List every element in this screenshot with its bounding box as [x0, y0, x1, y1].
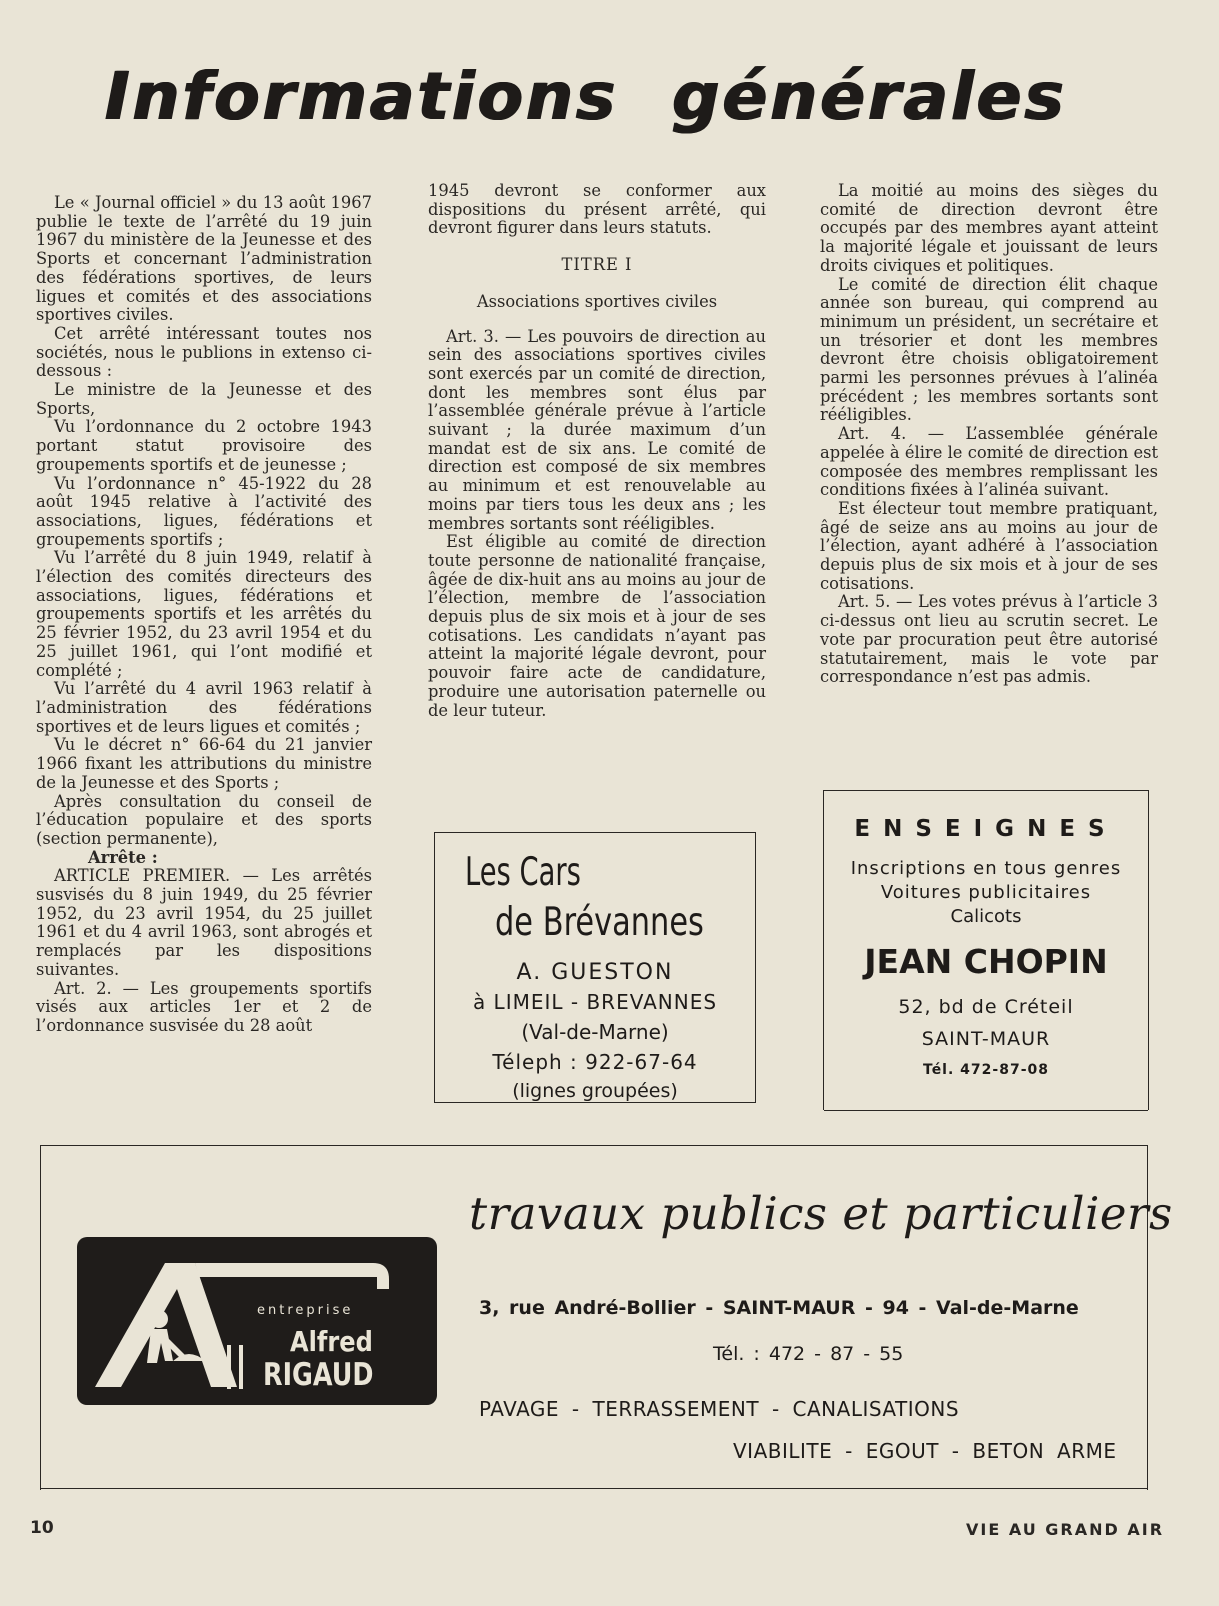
ad-phone: Tél. 472-87-08 — [923, 1062, 1049, 1078]
rigaud-logo — [77, 1237, 437, 1405]
paragraph: Le comité de direction élit chaque année son bureau, qui comprend au minimum un président, un secrétaire et un trésorier et dont les membres devront être choisis obligatoirement parmi les personnes prévues à l’alinéa précédent ; les membres sortants sont rééligibles. — [820, 274, 1158, 425]
ad-phone: Téleph : 922-67-64 — [492, 1050, 698, 1074]
paragraph: Après consultation du conseil de l’éducation populaire et des sports (section permanente), — [36, 791, 372, 848]
page-number: 10 — [30, 1518, 54, 1538]
ad-department: (Val-de-Marne) — [521, 1020, 669, 1044]
advertisement-enseignes — [823, 790, 1149, 1110]
ad-town: à LIMEIL - BREVANNES — [472, 990, 718, 1014]
article-column-1 — [36, 194, 372, 1036]
logo-text: Alfred — [290, 1325, 373, 1358]
ad-city: SAINT-MAUR — [921, 1028, 1051, 1050]
ad-owner: A. GUESTON — [516, 960, 674, 985]
ad-phone: Tél. : 472 - 87 - 55 — [713, 1343, 904, 1365]
logo-text: entreprise — [257, 1303, 354, 1318]
ad-services: PAVAGE - TERRASSEMENT - CANALISATIONS — [479, 1397, 960, 1421]
ad-address: 52, bd de Créteil — [898, 996, 1074, 1018]
article-column-3 — [820, 182, 1158, 687]
ad-phone-note: (lignes groupées) — [512, 1080, 678, 1102]
ad-business-name: Les Cars — [465, 850, 581, 895]
paragraph: Art. 5. — Les votes prévus à l’article 3 ci-dessus ont lieu au scrutin secret. Le vote par procuration peut être autorisé statutairement, mais le vote par correspondance n’est pas admis. — [820, 592, 1158, 687]
paragraph: Est éligible au comité de direction toute personne de nationalité française, âgée de dix-huit ans au moins au jour de l’élection, membre de l’association depuis plus de six mois et à jour de ses cotisations. Les candidats n’ayant pas atteint la majorité légale devront, pour pouvoir faire acte de candidature, produire une autorisation paternelle ou de leur tuteur. — [428, 532, 766, 720]
paragraph: Vu l’ordonnance n° 45-1922 du 28 août 1945 relative à l’activité des associations, ligues, fédérations et groupements sportifs ; — [36, 473, 372, 549]
divider — [41, 1488, 1147, 1489]
paragraph: Le ministre de la Jeunesse et des Sports, — [36, 380, 372, 418]
paragraph: Art. 2. — Les groupements sportifs visés aux articles 1er et 2 de l’ordonnance susvisée du 28 août — [36, 978, 372, 1035]
divider — [824, 790, 1148, 791]
ad-slogan: travaux publics et particuliers — [469, 1187, 1173, 1240]
paragraph: Art. 3. — Les pouvoirs de direction au sein des associations sportives civiles sont exercés par un comité de direction, dont les membres sont élus par l’assemblée générale prévue à l’article suivant ; la durée maximum d’un mandat est de six ans. Le comité de direction est composé de six membres au minimum et est renouvelable au moins par tiers tous les deux ans ; les membres sortants sont rééligibles. — [428, 326, 766, 533]
ad-business-name: JEAN CHOPIN — [864, 942, 1108, 981]
ad-service-line: Voitures publicitaires — [880, 882, 1092, 903]
magazine-name: VIE AU GRAND AIR — [966, 1520, 1165, 1539]
paragraph: Vu l’arrêté du 8 juin 1949, relatif à l’élection des comités directeurs des associations, ligues, fédérations et groupements sportifs et les arrêtés du 25 février 1952, du 23 avril 1954 et du 25 juillet 1961, qui l’ont modifié et complété ; — [36, 548, 372, 680]
worker-a-logo-icon — [77, 1237, 437, 1405]
paragraph: 1945 devront se conformer aux dispositions du présent arrêté, qui devront figurer dans leurs statuts. — [428, 181, 766, 238]
section-title: TITRE I — [561, 255, 633, 275]
paragraph: Le « Journal officiel » du 13 août 1967 publie le texte de l’arrêté du 19 juin 1967 du ministère de la Jeunesse et des Sports et concernant l’administration des fédérations sportives, de leurs ligues et comités et des associations sportives civiles. — [36, 193, 372, 325]
advertisement-cars-brevannes — [434, 832, 756, 1103]
article-column-2 — [428, 182, 766, 720]
ad-business-name: de Brévannes — [495, 900, 704, 945]
paragraph: Vu l’arrêté du 4 avril 1963 relatif à l’administration des fédérations sportives et de leurs ligues et comités ; — [36, 679, 372, 736]
paragraph: Art. 4. — L’assemblée générale appelée à élire le comité de direction est composée des membres remplissant les conditions fixées à l’alinéa suivant. — [820, 424, 1158, 500]
paragraph: Vu l’ordonnance du 2 octobre 1943 portant statut provisoire des groupements sportifs et de jeunesse ; — [36, 417, 372, 474]
paragraph: Arrête : — [88, 847, 158, 867]
paragraph: Cet arrêté intéressant toutes nos sociétés, nous le publions in extenso ci-dessous : — [36, 323, 372, 381]
ad-heading: ENSEIGNES — [854, 816, 1118, 842]
page-title: Informations générales — [104, 58, 1066, 135]
ad-services: VIABILITE - EGOUT - BETON ARME — [733, 1439, 1117, 1463]
advertisement-rigaud — [40, 1145, 1173, 1490]
divider — [435, 832, 755, 833]
ad-address: 3, rue André-Bollier - SAINT-MAUR - 94 - Val-de-Marne — [479, 1297, 1079, 1319]
ad-service-line: Inscriptions en tous genres — [850, 858, 1122, 879]
section-subtitle: Associations sportives civiles — [476, 291, 718, 311]
paragraph: La moitié au moins des sièges du comité de direction devront être occupés par des membres ayant atteint la majorité légale et jouissant de leurs droits civiques et politiques. — [820, 181, 1158, 275]
paragraph: Est électeur tout membre pratiquant, âgé de seize ans au moins au jour de l’élection, ayant adhéré à l’association depuis plus de six mois et à jour de ses cotisations. — [820, 498, 1158, 593]
paragraph: Vu le décret n° 66-64 du 21 janvier 1966 fixant les attributions du ministre de la Jeunesse et des Sports ; — [36, 735, 372, 792]
divider — [824, 1110, 1148, 1111]
divider — [41, 1145, 1147, 1146]
logo-text: RIGAUD — [263, 1357, 374, 1393]
paragraph: ARTICLE PREMIER. — Les arrêtés susvisés du 8 juin 1949, du 25 février 1952, du 23 avril 1954, du 25 juillet 1961 et du 4 avril 1963, sont abrogés et remplacés par les dispositions suivantes. — [36, 866, 372, 979]
ad-service-line: Calicots — [950, 906, 1022, 927]
